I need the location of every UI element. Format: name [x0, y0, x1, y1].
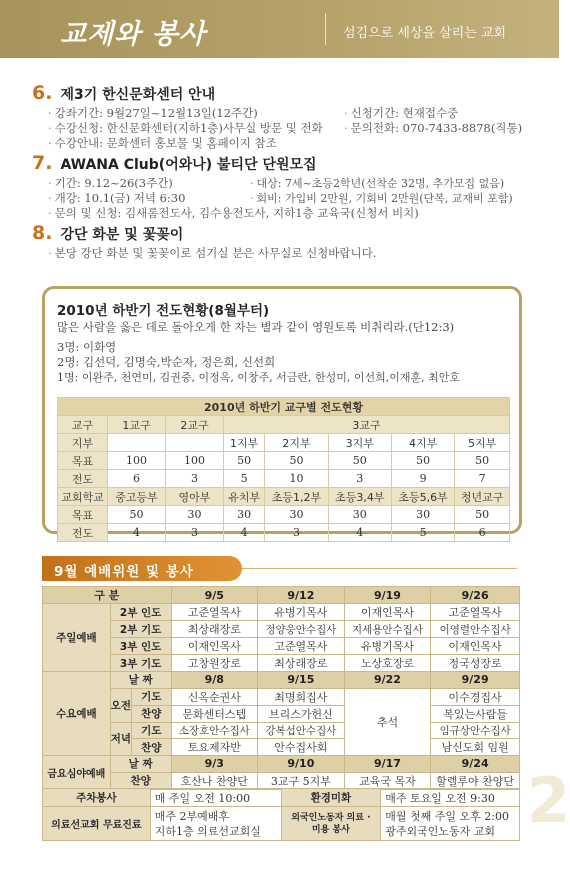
- table-row: [43, 672, 520, 689]
- table-cell: 초등5,6부: [391, 488, 454, 506]
- table-cell: 정국성장로: [431, 655, 520, 672]
- notice-line: 신청기간: 현재접수중: [350, 106, 459, 120]
- bullet-icon: ·: [344, 106, 348, 120]
- table-cell: 문화센터스텝: [171, 705, 258, 722]
- notice-line: 문의전화: 070-7433-8878(직통): [350, 121, 523, 135]
- notice-section-7: [32, 152, 532, 221]
- table-cell: 3지부: [328, 434, 391, 452]
- table-cell: 30: [224, 506, 265, 524]
- notice-line: 본당 강단 화분 및 꽃꽂이로 섬기실 분은 사무실로 신청바랍니다.: [54, 246, 377, 260]
- table-cell: 토요제자반: [171, 739, 258, 756]
- worship-schedule-table: [42, 586, 520, 790]
- holiday-cell: 추석: [344, 688, 431, 756]
- bullet-icon: ·: [48, 246, 52, 260]
- bullet-icon: ·: [48, 206, 52, 220]
- bullet-icon: ·: [48, 191, 52, 205]
- table-cell: 유병기목사: [344, 638, 431, 655]
- table-cell: 복있는사람들: [431, 705, 520, 722]
- column-header: 9/15: [258, 672, 345, 689]
- table-row: [58, 452, 510, 470]
- table-row: [58, 488, 510, 506]
- row-label: 날 짜: [110, 672, 171, 689]
- table-cell: 2지부: [265, 434, 328, 452]
- table-cell: [108, 434, 166, 452]
- table-cell: 최상래장로: [258, 655, 345, 672]
- section-title: 제3기 한신문화센터 안내: [60, 87, 216, 103]
- table-cell: 광주외국인노동자 교회: [385, 824, 496, 838]
- table-cell: 10: [265, 470, 328, 488]
- table-cell: 매 주일 오전 10:00: [150, 789, 281, 807]
- bullet-icon: ·: [48, 121, 52, 135]
- notice-line: 수강안내: 문화센터 홍보물 및 홈페이지 참조: [54, 136, 277, 150]
- table-cell: 4: [108, 524, 166, 542]
- column-header: 9/8: [171, 672, 258, 689]
- table-row: [43, 772, 520, 789]
- section-title: 강단 화분 및 꽃꽂이: [60, 227, 184, 243]
- column-header: 9/17: [344, 756, 431, 773]
- bible-verse: 많은 사람을 옳은 데로 돌아오게 한 자는 별과 같이 영원토록 비취리라.(단12:3): [57, 320, 455, 334]
- bullet-icon: ·: [250, 192, 254, 205]
- notice-line: 대상: 7세~초등2학년(선착순 32명, 추가모집 없음): [256, 177, 505, 190]
- table-cell: 5: [391, 524, 454, 542]
- row-label: 2부 기도: [110, 621, 171, 638]
- column-header: 9/5: [171, 587, 258, 604]
- table-cell: 이재인목사: [171, 638, 258, 655]
- banner-rule: [242, 568, 517, 569]
- column-header: 구 분: [43, 587, 172, 604]
- header-divider: [325, 13, 326, 45]
- notice-line: 강좌기간: 9월27일~12월13일(12주간): [54, 106, 258, 120]
- row-label: 교구: [58, 416, 108, 434]
- table-cell: 영아부: [166, 488, 224, 506]
- table-cell: 초등3,4부: [328, 488, 391, 506]
- column-header: 9/12: [258, 587, 345, 604]
- table-cell: 지하1층 의료선교회실: [154, 824, 261, 838]
- page-header: [0, 0, 559, 58]
- row-label: 목표: [58, 452, 108, 470]
- notice-line: 수강신청: 한신문화센터(지하1층)사무실 방문 및 전화: [54, 121, 323, 135]
- table-cell: 이재인목사: [431, 638, 520, 655]
- table-cell: 신옥순권사: [171, 688, 258, 705]
- table-cell: 강복섭안수집사: [258, 722, 345, 739]
- group-label: 금요심야예배: [43, 756, 111, 790]
- column-header: 9/29: [431, 672, 520, 689]
- bullet-icon: ·: [48, 136, 52, 150]
- table-cell: 9: [391, 470, 454, 488]
- section-title: AWANA Club(어와나) 불티단 단원모집: [60, 157, 317, 173]
- table-row: [43, 807, 520, 841]
- column-header: 9/19: [344, 587, 431, 604]
- schedule-banner: [42, 556, 242, 581]
- row-label: 3부 인도: [110, 638, 171, 655]
- row-label: 찬양: [132, 705, 171, 722]
- column-header: 9/10: [258, 756, 345, 773]
- table-row: [58, 434, 510, 452]
- schedule-title: 9월 예배위원 및 봉사: [54, 564, 194, 580]
- table-cell: 4: [224, 524, 265, 542]
- table-cell: 최명희집사: [258, 688, 345, 705]
- column-header: 9/3: [171, 756, 258, 773]
- table-cell: 1지부: [224, 434, 265, 452]
- table-cell: 초등1,2부: [265, 488, 328, 506]
- evangelism-list-line: 3명: 이화영: [57, 340, 117, 354]
- page-number: 2: [527, 764, 570, 837]
- table-header-row: [43, 587, 520, 604]
- table-row: [43, 756, 520, 773]
- table-cell: 30: [391, 506, 454, 524]
- table-cell: 7: [455, 470, 510, 488]
- row-label: 3부 기도: [110, 655, 171, 672]
- table-cell: 50: [328, 452, 391, 470]
- table-cell: 30: [328, 506, 391, 524]
- table-cell: 50: [265, 452, 328, 470]
- evangelism-list-line: 2명: 김선덕, 김명숙,박순자, 정은희, 신선희: [57, 355, 276, 369]
- evangelism-status-box: [42, 286, 522, 540]
- table-cell: 100: [166, 452, 224, 470]
- table-cell: 1교구: [108, 416, 166, 434]
- table-cell: 3교구: [224, 416, 510, 434]
- table-cell: 안수집사회: [258, 739, 345, 756]
- row-label: 전도: [58, 524, 108, 542]
- notice-line: 개강: 10.1(금) 저녁 6:30: [54, 191, 186, 205]
- table-cell: 고준열목사: [258, 638, 345, 655]
- row-label: 환경미화: [281, 789, 381, 807]
- bullet-icon: ·: [344, 121, 348, 135]
- row-label: 저녁: [110, 722, 131, 756]
- table-cell: 50: [224, 452, 265, 470]
- table-row: [58, 416, 510, 434]
- column-header: 9/26: [431, 587, 520, 604]
- table-cell: 3: [166, 470, 224, 488]
- table-cell: 2교구: [166, 416, 224, 434]
- table-row: [58, 470, 510, 488]
- table-cell: 유병기목사: [258, 604, 345, 621]
- row-label: 날 짜: [110, 756, 171, 773]
- notice-section-8: [32, 222, 532, 261]
- row-label: 기도: [132, 688, 171, 705]
- group-label: 수요예배: [43, 672, 111, 756]
- row-label: 의료선교회 무료진료: [43, 807, 151, 841]
- table-cell: [166, 434, 224, 452]
- table-row: [43, 621, 520, 638]
- table-cell: 50: [391, 452, 454, 470]
- table-cell: 고창원장로: [171, 655, 258, 672]
- group-label: 주일예배: [43, 604, 111, 672]
- table-cell: 4: [328, 524, 391, 542]
- bullet-icon: ·: [48, 176, 52, 190]
- row-label: 찬양: [110, 772, 171, 789]
- table-row: [58, 524, 510, 542]
- table-cell: 이재인목사: [344, 604, 431, 621]
- service-info-table: [42, 788, 520, 841]
- notice-section-6: [32, 82, 532, 151]
- table-cell: 50: [455, 452, 510, 470]
- table-cell: 30: [265, 506, 328, 524]
- evangelism-list-line: 1명: 이완주, 천연미, 김권중, 이정옥, 이창주, 서금란, 한성미, 이선희,이재훈, 최안호: [57, 371, 461, 384]
- table-cell: 매월 첫째 주일 오후 2:00: [385, 809, 509, 823]
- row-label: 2부 인도: [110, 604, 171, 621]
- table-cell: 6: [108, 470, 166, 488]
- section-number: 6.: [32, 82, 53, 104]
- section-number: 7.: [32, 152, 53, 174]
- row-label: 오전: [110, 688, 131, 722]
- table-cell: 최상래장로: [171, 621, 258, 638]
- table-row: [43, 604, 520, 621]
- page-subtitle: 섬김으로 세상을 살리는 교회: [343, 26, 507, 41]
- table-cell: 교육국 목자: [344, 772, 431, 789]
- table-row: [58, 506, 510, 524]
- table-cell: 5: [224, 470, 265, 488]
- table-cell: 고준열목사: [171, 604, 258, 621]
- table-row: [43, 655, 520, 672]
- table-cell: 이영렬안수집사: [431, 621, 520, 638]
- table-cell: 3: [265, 524, 328, 542]
- table-cell: 3: [328, 470, 391, 488]
- table-row: [43, 638, 520, 655]
- table-cell: 노상호장로: [344, 655, 431, 672]
- bullet-icon: ·: [250, 177, 254, 190]
- notice-line: 회비: 가입비 2만원, 기회비 2만원(단복, 교재비 포함): [256, 192, 513, 205]
- notice-line: 기간: 9.12~26(3주간): [54, 176, 173, 190]
- table-cell: 6: [455, 524, 510, 542]
- table-cell: 매주 토요일 오전 9:30: [381, 789, 520, 807]
- table-cell: 유치부: [224, 488, 265, 506]
- row-label: 지부: [58, 434, 108, 452]
- bullet-icon: ·: [48, 106, 52, 120]
- table-cell: 할렐루야 찬양단: [431, 772, 520, 789]
- table-cell: 50: [108, 506, 166, 524]
- table-cell: 고준열목사: [431, 604, 520, 621]
- table-cell: 정양웅안수집사: [258, 621, 345, 638]
- table-cell: 30: [166, 506, 224, 524]
- table-cell: 중고등부: [108, 488, 166, 506]
- page-title: 교제와 봉사: [60, 19, 206, 50]
- table-row: [43, 722, 520, 739]
- table-cell: 100: [108, 452, 166, 470]
- district-evangelism-table: [57, 397, 510, 542]
- table-row: [43, 688, 520, 705]
- notice-line: 문의 및 신청: 김새롬전도사, 김수용전도사, 지하1층 교육국(신청서 비치): [54, 206, 419, 220]
- table-cell: 매주 2부예배후: [154, 809, 230, 823]
- table-cell: 4지부: [391, 434, 454, 452]
- table-cell: 남신도회 임원: [431, 739, 520, 756]
- column-header: 9/22: [344, 672, 431, 689]
- table-cell: 소장호안수집사: [171, 722, 258, 739]
- row-label: 교회학교: [58, 488, 108, 506]
- table-cell: 임규상안수집사: [431, 722, 520, 739]
- table-cell: 3교구 5지부: [258, 772, 345, 789]
- row-label: 찬양: [132, 739, 171, 756]
- row-label: 전도: [58, 470, 108, 488]
- row-label: 목표: [58, 506, 108, 524]
- row-label: 외국인노동자 의료 · 미용 봉사: [281, 807, 381, 841]
- table-cell: 5지부: [455, 434, 510, 452]
- table-cell: 50: [455, 506, 510, 524]
- row-label: 주차봉사: [43, 789, 151, 807]
- row-label: 기도: [132, 722, 171, 739]
- table-cell: 호산나 찬양단: [171, 772, 258, 789]
- column-header: 9/24: [431, 756, 520, 773]
- section-number: 8.: [32, 222, 53, 244]
- evangelism-title: 2010년 하반기 전도현황(8월부터): [57, 303, 270, 319]
- table-cell: 이수경집사: [431, 688, 520, 705]
- table-cell: 청년교구: [455, 488, 510, 506]
- table-caption: 2010년 하반기 교구별 전도현황: [58, 398, 510, 416]
- table-cell: 브리스가헌신: [258, 705, 345, 722]
- table-cell: 지세용안수집사: [344, 621, 431, 638]
- table-cell: 3: [166, 524, 224, 542]
- table-row: [43, 789, 520, 807]
